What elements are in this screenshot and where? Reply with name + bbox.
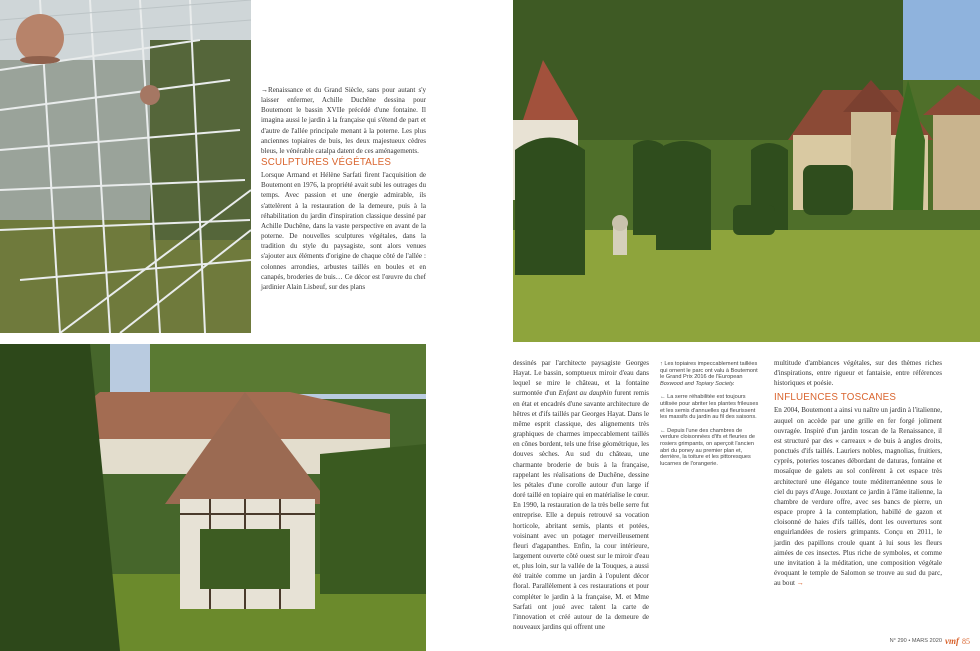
article-column-2 [513, 358, 649, 632]
terracotta-pot-icon [16, 14, 64, 62]
paragraph: Lorsque Armand et Hélène Sarfati firent l'acquisition de Boutemont en 1976, la propriété avait subi les outrages du temps. Avec passion et une énergie admirable, ils s'attelèrent à la restauration de la demeure, puis à la réhabilitation du jardin d'inspiration classique dessiné par Achille Duchêne, dans la vaste perspective en avant de la poterne. De nouvelles sculptures végétales, dans la tradition du style du paysagiste, sont alors venues s'ajouter aux éléments d'origine de chaque côté de l'allée : colonnes arrondies, arbustes taillés en boules et en canapés, broderies de buis… Ce décor est l'œuvre du chef jardinier Alain Lisbeuf, sur des plans [261, 171, 426, 291]
page-number: 85 [962, 636, 970, 646]
magazine-logo: vmf [945, 636, 959, 646]
paragraph: multitude d'ambiances végétales, sur des thèmes riches d'inspirations, entre rigueur et fantaisie, entre références historiques et poésie. [774, 359, 942, 388]
caption: ← Depuis l'une des chambres de verdure cloisonnées d'ifs et fleuries de rosiers grimpants, on aperçoit l'ancien abri du poney au premier plan et, derrière, la toiture et les pittoresques lucarnes de l'orangerie. [660, 427, 755, 467]
paragraph: →Renaissance et du Grand Siècle, sans pour autant s'y laisser enfermer, Achille Duchêne dessina pour Boutemont le bassin XVIIe précédé d'une fontaine. Il imagina aussi le jardin à la française qui s'étend de part et d'autre de l'allée principale menant à la poterne. Les plus anciennes topiaires de buis, les deux majestueux cèdres bleus, le vénérable catalpa datent de ces aménagements. [261, 86, 426, 155]
article-column-1 [261, 85, 426, 292]
issue-label: N° 290 • MARS 2020 [889, 638, 942, 644]
topiary-garden-image [513, 0, 980, 342]
section-heading: INFLUENCES TOSCANES [774, 392, 897, 404]
caption: ↑ Les topiaires impeccablement taillées qui ornent le parc ont valu à Boutemont le Grand Prix 2016 de l'European Boxwood and Topiary Society. [660, 361, 758, 387]
page-footer [890, 636, 970, 646]
topiary-garden-photo [513, 0, 980, 342]
pavilion-photo [0, 344, 426, 651]
continue-arrow-icon: → [796, 579, 804, 588]
pavilion-image [0, 344, 426, 651]
paragraph: En 2004, Boutemont a ainsi vu naître un jardin à l'italienne, auquel on accède par une grille en fer forgé joliment ouvragée. Inspiré d'un jardin toscan de la Renaissance, il est structuré par des « carreaux » de buis à angles droits, ponctués d'ifs taillés. Lauriers nobles, magnolias, fruitiers, cyprès, poteries toscanes débordant de daturas, fontaine et mosaïque de galets au sol confèrent à cet espace très architecturé une élégance toute méditerranéenne sous le ciel du pays d'Auge. Jouxtant ce jardin à l'âme italienne, la chambre de verdure offre, avec ses bancs de pierre, un espace propre à la contemplation, habillé de gazon et cloisonné de haies d'ifs taillés, dont les ouvertures sont enguirlandées de rosiers grimpants. Conçu en 2011, le jardin des papillons croule quant à lui sous les fleurs aimées de ces insectes. Plus riche de symboles, et comme une invitation à la méditation, une composition végétale évoquant le temple de Salomon se trouve au sud du parc, au bout → [774, 406, 943, 588]
greenhouse-photo [0, 0, 251, 333]
caption: ← La serre réhabilitée est toujours utilisée pour abriter les plantes frileuses et les semis d'annuelles qui fleurissent les massifs du jardin au fil des saisons. [660, 394, 759, 421]
section-heading: SCULPTURES VÉGÉTALES [261, 157, 392, 169]
tower-icon [851, 110, 891, 210]
greenhouse-image [0, 0, 251, 333]
artwork-title: Enfant au dauphin [558, 389, 613, 398]
article-column-3 [774, 358, 942, 588]
paragraph: dessinés par l'architecte paysagiste Georges Hayat. Le bassin, somptueux miroir d'eau dans lequel se mire le château, et la fontaine surmontée d'un Enfant au dauphin furent remis en état et encadrés d'une savante architecture de hêtres et d'ifs taillés par Georges Hayat. Dans le même esprit classique, des alignements très graphiques de charmes impeccablement taillés en cônes bordent, tels une frise géométrique, les douves sèches. Au sud du château, une charmante broderie de buis à la française, rappelant les réalisations de Duchêne, dessine les pétales d'une corolle autour d'un large if doré taillé en topiaire qui en matérialise le cœur. En 1990, la restauration de la très belle serre fut entreprise. Elle a depuis retrouvé sa vocation horticole, abritant semis, plants et potées, voisinant avec un potager merveilleusement fleuri d'agapanthes. Enfin, la cour intérieure, largement ouverte côté ouest sur le miroir d'eau et, plus loin, sur la vallée de la Touques, a aussi été traitée comme un jardin à l'opulent décor floral. Parallèlement à ces restaurations et pour compléter le jardin à la française, M. et Mme Sarfati ont joué avec talent la carte de l'innovation et créé autour de la demeure de nouveaux jardins qui offrent une [513, 359, 649, 632]
photo-captions [660, 361, 760, 474]
